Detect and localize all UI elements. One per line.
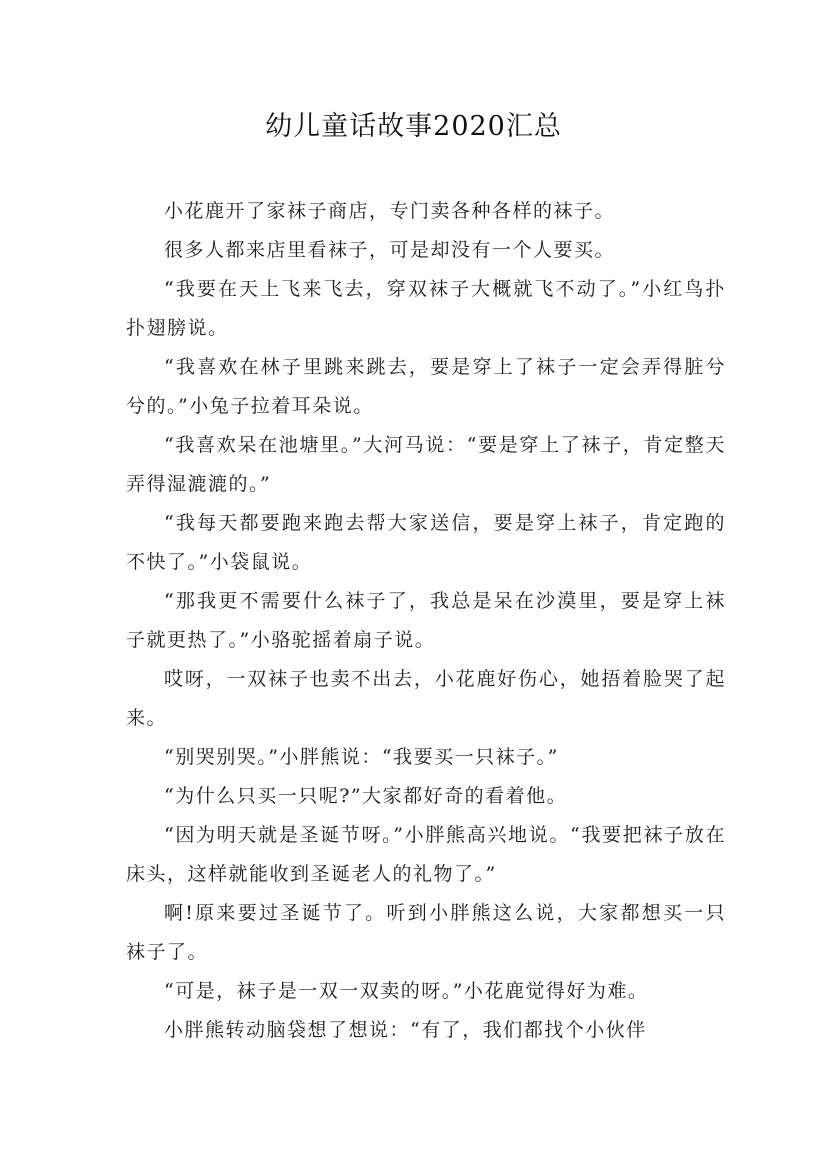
paragraph: “因为明天就是圣诞节呀。”小胖熊高兴地说。“我要把袜子放在床头，这样就能收到圣诞老人的礼物了。”: [126, 824, 726, 885]
story-body: [126, 192, 726, 1050]
paragraph: “我喜欢在林子里跳来跳去，要是穿上了袜子一定会弄得脏兮兮的。”小兔子拉着耳朵说。: [126, 356, 726, 417]
paragraph: 很多人都来店里看袜子，可是却没有一个人要买。: [164, 239, 616, 261]
paragraph: “可是，袜子是一双一双卖的呀。”小花鹿觉得好为难。: [164, 980, 649, 1002]
paragraph: “别哭别哭。”小胖熊说：“我要买一只袜子。”: [164, 746, 559, 768]
paragraph: “我每天都要跑来跑去帮大家送信，要是穿上袜子，肯定跑的不快了。”小袋鼠说。: [126, 512, 726, 573]
paragraph: 啊!原来要过圣诞节了。听到小胖熊这么说，大家都想买一只袜子了。: [126, 902, 726, 963]
paragraph: 小花鹿开了家袜子商店，专门卖各种各样的袜子。: [164, 200, 616, 222]
document-title: 幼儿童话故事2020汇总: [265, 111, 562, 142]
paragraph: “我要在天上飞来飞去，穿双袜子大概就飞不动了。”小红鸟扑扑翅膀说。: [126, 278, 726, 339]
paragraph: “为什么只买一只呢?”大家都好奇的看着他。: [164, 785, 568, 807]
paragraph: “那我更不需要什么袜子了，我总是呆在沙漠里，要是穿上袜子就更热了。”小骆驼摇着扇子说。: [126, 590, 726, 651]
paragraph: “我喜欢呆在池塘里。”大河马说：“要是穿上了袜子，肯定整天弄得湿漉漉的。”: [126, 434, 726, 495]
paragraph: 哎呀，一双袜子也卖不出去，小花鹿好伤心，她捂着脸哭了起来。: [126, 668, 726, 729]
paragraph: 小胖熊转动脑袋想了想说：“有了，我们都找个小伙伴: [164, 1019, 647, 1041]
